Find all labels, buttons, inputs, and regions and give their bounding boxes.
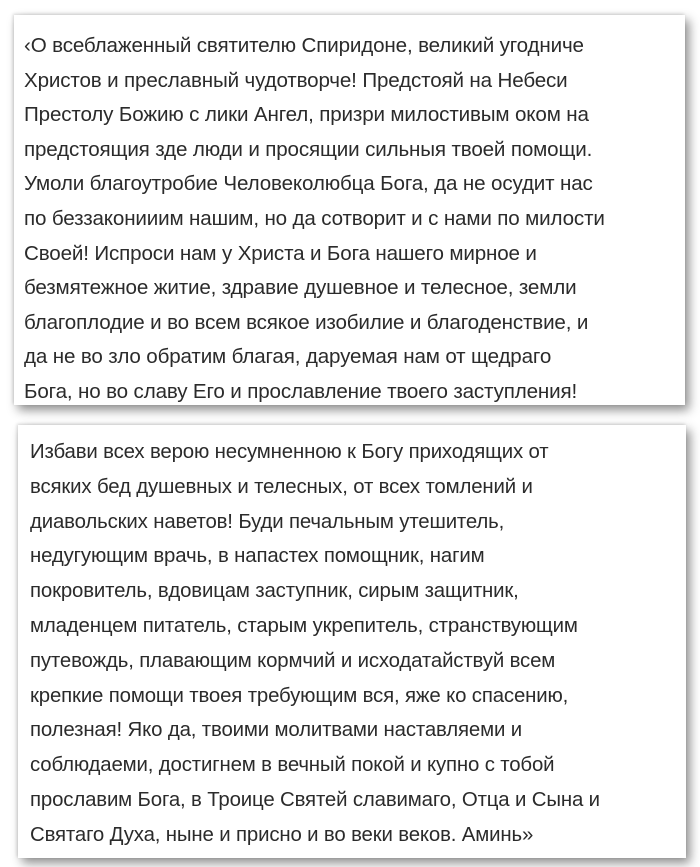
- text-line: ‹О всеблаженный святителю Спиридоне, великий угодниче: [24, 34, 584, 57]
- text-line: Христов и преславный чудотворче! Предстояй на Небеси: [24, 68, 568, 92]
- text-line: полезная! Яко да, твоими молитвами наставляеми и: [30, 719, 522, 742]
- text-line: предстоящия зде люди и просящии сильныя твоей помощи.: [24, 137, 593, 161]
- text-line: прославим Бога, в Троице Святей славимаго, Отца и Сына и: [30, 788, 600, 811]
- text-line: диавольских наветов! Буди печальным утешитель,: [30, 510, 505, 533]
- text-line: соблюдаеми, достигнем в вечный покой и купно с тобой: [30, 754, 555, 777]
- text-line: всяких бед душевных и телесных, от всех томлений и: [30, 475, 533, 498]
- text-line: благоплодие и во всем всякое изобилие и благоденствие, и: [24, 310, 589, 334]
- text-line: по беззаконииим нашим, но да сотворит и с нами по милости: [24, 206, 605, 230]
- text-line: недугующим врачь, в напастех помощник, нагим: [30, 545, 485, 568]
- text-line: младенцем питатель, старым укрепитель, странствующим: [30, 614, 578, 637]
- text-line: безмятежное житие, здравие душевное и телесное, земли: [24, 276, 577, 300]
- text-line: Престолу Божию с лики Ангел, призри милостивым оком на: [24, 103, 589, 127]
- text-line: Своей! Испроси нам у Христа и Бога нашего мирное и: [24, 241, 537, 265]
- text-line: да не во зло обратим благая, даруемая нам от щедраго: [24, 345, 552, 369]
- text-line: путевождь, плавающим кормчий и исходатайствуй всем: [30, 649, 556, 672]
- text-line: Святаго Духа, ныне и присно и во веки веков. Аминь»: [30, 823, 534, 846]
- text-line: Умоли благоутробие Человеколюбца Бога, да не осудит нас: [24, 172, 593, 196]
- prayer-text-panel-top: [14, 15, 685, 405]
- prayer-text-panel-bottom: [18, 425, 686, 858]
- text-line: Избави всех верою несумненною к Богу приходящих от: [30, 441, 549, 463]
- text-line: покровитель, вдовицам заступник, сирым защитник,: [30, 580, 519, 603]
- text-line: крепкие помощи твоея требующим вся, яже ко спасению,: [30, 684, 569, 707]
- text-line: Бога, но во славу Его и прославление твоего заступления!: [24, 379, 578, 403]
